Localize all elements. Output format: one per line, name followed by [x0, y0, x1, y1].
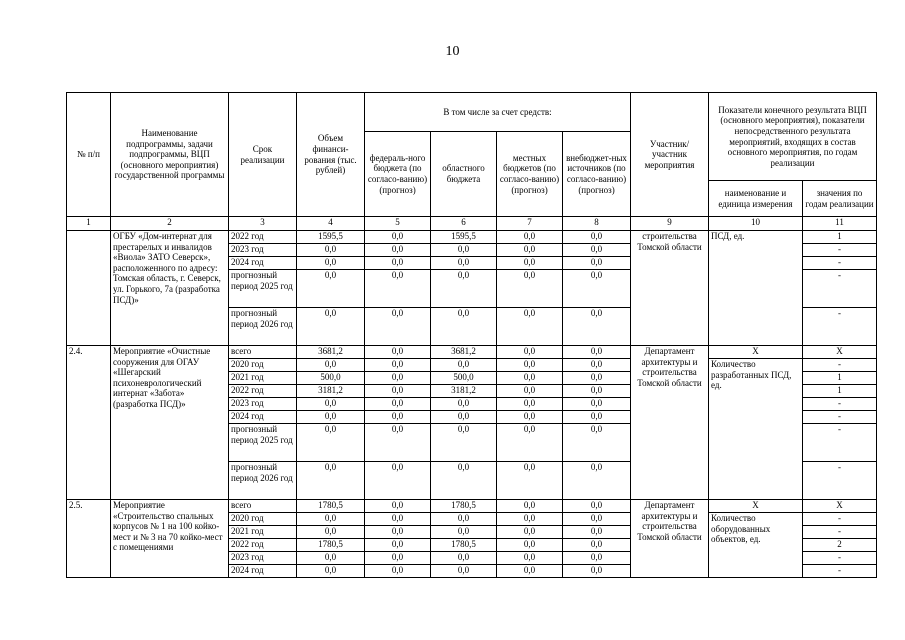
- indicator-value-cell: -: [803, 552, 877, 565]
- participant-cell: Департамент архитектуры и строительства Томской области: [631, 500, 709, 578]
- extra-cell: 0,0: [563, 270, 631, 308]
- term-cell: прогнозный период 2026 год: [229, 462, 297, 500]
- volume-cell: 0,0: [297, 552, 365, 565]
- indicator-name-cell: Количество оборудованных объектов, ед.: [709, 513, 803, 578]
- term-cell: 2021 год: [229, 372, 297, 385]
- term-cell: 2022 год: [229, 231, 297, 244]
- column-numbers-row: [67, 217, 877, 231]
- volume-cell: 0,0: [297, 424, 365, 462]
- indicator-value-cell: X: [803, 500, 877, 513]
- budget-table: [66, 92, 877, 578]
- federal-cell: 0,0: [365, 359, 431, 372]
- federal-cell: 0,0: [365, 231, 431, 244]
- indicator-value-cell: -: [803, 424, 877, 462]
- regional-cell: 3181,2: [431, 385, 497, 398]
- indicator-value-cell: -: [803, 462, 877, 500]
- extra-cell: 0,0: [563, 565, 631, 578]
- header-ind-value: значения по годам реализации: [803, 181, 877, 217]
- federal-cell: 0,0: [365, 411, 431, 424]
- federal-cell: 0,0: [365, 270, 431, 308]
- regional-cell: 1780,5: [431, 500, 497, 513]
- volume-cell: 0,0: [297, 257, 365, 270]
- indicator-name-cell: X: [709, 346, 803, 359]
- volume-cell: 0,0: [297, 244, 365, 257]
- volume-cell: 0,0: [297, 526, 365, 539]
- local-cell: 0,0: [497, 565, 563, 578]
- row-number: 2.4.: [67, 346, 111, 500]
- regional-cell: 0,0: [431, 526, 497, 539]
- indicator-value-cell: -: [803, 513, 877, 526]
- term-cell: 2024 год: [229, 411, 297, 424]
- local-cell: 0,0: [497, 513, 563, 526]
- extra-cell: 0,0: [563, 513, 631, 526]
- local-cell: 0,0: [497, 308, 563, 346]
- term-cell: 2021 год: [229, 526, 297, 539]
- extra-cell: 0,0: [563, 526, 631, 539]
- extra-cell: 0,0: [563, 398, 631, 411]
- volume-cell: 0,0: [297, 565, 365, 578]
- extra-cell: 0,0: [563, 372, 631, 385]
- term-cell: 2024 год: [229, 257, 297, 270]
- term-cell: 2022 год: [229, 539, 297, 552]
- local-cell: 0,0: [497, 270, 563, 308]
- header-regional: областного бюджета: [431, 132, 497, 217]
- extra-cell: 0,0: [563, 424, 631, 462]
- column-number: 9: [631, 217, 709, 231]
- header-federal: федераль-ного бюджета (по согласо-ванию) (прогноз): [365, 132, 431, 217]
- column-number: 5: [365, 217, 431, 231]
- term-cell: прогнозный период 2026 год: [229, 308, 297, 346]
- activity-name: ОГБУ «Дом-интернат для престарелых и инвалидов «Виола» ЗАТО Северск», расположенного по адресу: Томская область, г. Северск, ул. Горького, 7а (разработка ПСД)»: [111, 231, 229, 346]
- indicator-value-cell: -: [803, 257, 877, 270]
- term-cell: 2022 год: [229, 385, 297, 398]
- indicator-value-cell: -: [803, 398, 877, 411]
- volume-cell: 0,0: [297, 411, 365, 424]
- volume-cell: 1780,5: [297, 539, 365, 552]
- row-number: 2.5.: [67, 500, 111, 578]
- table-row: [67, 231, 877, 244]
- federal-cell: 0,0: [365, 398, 431, 411]
- regional-cell: 0,0: [431, 424, 497, 462]
- indicator-value-cell: -: [803, 526, 877, 539]
- indicator-value-cell: 1: [803, 231, 877, 244]
- indicator-value-cell: -: [803, 359, 877, 372]
- column-number: 2: [111, 217, 229, 231]
- row-number: [67, 231, 111, 346]
- federal-cell: 0,0: [365, 257, 431, 270]
- federal-cell: 0,0: [365, 539, 431, 552]
- federal-cell: 0,0: [365, 424, 431, 462]
- local-cell: 0,0: [497, 231, 563, 244]
- local-cell: 0,0: [497, 526, 563, 539]
- local-cell: 0,0: [497, 500, 563, 513]
- indicator-value-cell: -: [803, 308, 877, 346]
- indicator-value-cell: X: [803, 346, 877, 359]
- extra-cell: 0,0: [563, 231, 631, 244]
- regional-cell: 0,0: [431, 552, 497, 565]
- local-cell: 0,0: [497, 385, 563, 398]
- volume-cell: 1780,5: [297, 500, 365, 513]
- indicator-value-cell: -: [803, 411, 877, 424]
- local-cell: 0,0: [497, 359, 563, 372]
- indicator-value-cell: 1: [803, 385, 877, 398]
- volume-cell: 0,0: [297, 398, 365, 411]
- regional-cell: 0,0: [431, 244, 497, 257]
- volume-cell: 0,0: [297, 359, 365, 372]
- federal-cell: 0,0: [365, 346, 431, 359]
- regional-cell: 0,0: [431, 565, 497, 578]
- table-body: [67, 231, 877, 578]
- column-number: 7: [497, 217, 563, 231]
- activity-name: Мероприятие «Очистные сооружения для ОГАУ «Шегарский психоневрологический интернат «Забота» (разработка ПСД)»: [111, 346, 229, 500]
- extra-cell: 0,0: [563, 257, 631, 270]
- local-cell: 0,0: [497, 552, 563, 565]
- header-ind-name: наименование и единица измерения: [709, 181, 803, 217]
- regional-cell: 0,0: [431, 359, 497, 372]
- indicator-name-cell: ПСД, ед.: [709, 231, 803, 346]
- extra-cell: 0,0: [563, 308, 631, 346]
- term-cell: всего: [229, 500, 297, 513]
- local-cell: 0,0: [497, 462, 563, 500]
- extra-cell: 0,0: [563, 500, 631, 513]
- header-indicators: Показатели конечного результата ВЦП (основного мероприятия), показатели непосредственного результата мероприятий, входящих в состав основного мероприятия, по годам реализации: [709, 93, 877, 181]
- participant-cell: строительства Томской области: [631, 231, 709, 346]
- header-term: Срок реализации: [229, 93, 297, 217]
- volume-cell: 0,0: [297, 308, 365, 346]
- regional-cell: 0,0: [431, 398, 497, 411]
- term-cell: 2024 год: [229, 565, 297, 578]
- volume-cell: 1595,5: [297, 231, 365, 244]
- term-cell: прогнозный период 2025 год: [229, 424, 297, 462]
- column-number: 1: [67, 217, 111, 231]
- page-number: 10: [445, 44, 460, 59]
- local-cell: 0,0: [497, 411, 563, 424]
- column-number: 6: [431, 217, 497, 231]
- regional-cell: 1780,5: [431, 539, 497, 552]
- term-cell: 2023 год: [229, 398, 297, 411]
- column-number: 11: [803, 217, 877, 231]
- indicator-name-cell: Количество разработанных ПСД, ед.: [709, 359, 803, 500]
- extra-cell: 0,0: [563, 552, 631, 565]
- header-name: Наименование подпрограммы, задачи подпрограммы, ВЦП (основного мероприятия) государственной программы: [111, 93, 229, 217]
- column-number: 10: [709, 217, 803, 231]
- term-cell: прогнозный период 2025 год: [229, 270, 297, 308]
- volume-cell: 0,0: [297, 462, 365, 500]
- regional-cell: 0,0: [431, 513, 497, 526]
- volume-cell: 0,0: [297, 270, 365, 308]
- volume-cell: 0,0: [297, 513, 365, 526]
- header-num: № п/п: [67, 93, 111, 217]
- federal-cell: 0,0: [365, 308, 431, 346]
- volume-cell: 3181,2: [297, 385, 365, 398]
- regional-cell: 0,0: [431, 308, 497, 346]
- federal-cell: 0,0: [365, 372, 431, 385]
- federal-cell: 0,0: [365, 462, 431, 500]
- federal-cell: 0,0: [365, 513, 431, 526]
- regional-cell: 0,0: [431, 411, 497, 424]
- extra-cell: 0,0: [563, 462, 631, 500]
- term-cell: 2023 год: [229, 244, 297, 257]
- column-number: 3: [229, 217, 297, 231]
- federal-cell: 0,0: [365, 526, 431, 539]
- indicator-name-cell: X: [709, 500, 803, 513]
- table-row: [67, 346, 877, 359]
- federal-cell: 0,0: [365, 385, 431, 398]
- extra-cell: 0,0: [563, 539, 631, 552]
- extra-cell: 0,0: [563, 346, 631, 359]
- regional-cell: 0,0: [431, 462, 497, 500]
- header-volume: Объем финанси-рования (тыс. рублей): [297, 93, 365, 217]
- federal-cell: 0,0: [365, 244, 431, 257]
- term-cell: 2023 год: [229, 552, 297, 565]
- header-local: местных бюджетов (по согласо-ванию) (прогноз): [497, 132, 563, 217]
- regional-cell: 0,0: [431, 270, 497, 308]
- header-incl: В том числе за счет средств:: [365, 93, 631, 132]
- local-cell: 0,0: [497, 257, 563, 270]
- indicator-value-cell: 1: [803, 372, 877, 385]
- header-extra: внебюджет-ных источников (по согласо-ванию) (прогноз): [563, 132, 631, 217]
- indicator-value-cell: -: [803, 270, 877, 308]
- table-row: [67, 500, 877, 513]
- local-cell: 0,0: [497, 398, 563, 411]
- indicator-value-cell: -: [803, 565, 877, 578]
- local-cell: 0,0: [497, 372, 563, 385]
- regional-cell: 500,0: [431, 372, 497, 385]
- indicator-value-cell: 2: [803, 539, 877, 552]
- regional-cell: 0,0: [431, 257, 497, 270]
- extra-cell: 0,0: [563, 385, 631, 398]
- term-cell: 2020 год: [229, 513, 297, 526]
- term-cell: 2020 год: [229, 359, 297, 372]
- local-cell: 0,0: [497, 346, 563, 359]
- column-number: 4: [297, 217, 365, 231]
- volume-cell: 3681,2: [297, 346, 365, 359]
- column-number: 8: [563, 217, 631, 231]
- local-cell: 0,0: [497, 539, 563, 552]
- local-cell: 0,0: [497, 244, 563, 257]
- local-cell: 0,0: [497, 424, 563, 462]
- indicator-value-cell: -: [803, 244, 877, 257]
- extra-cell: 0,0: [563, 359, 631, 372]
- extra-cell: 0,0: [563, 411, 631, 424]
- extra-cell: 0,0: [563, 244, 631, 257]
- federal-cell: 0,0: [365, 552, 431, 565]
- regional-cell: 3681,2: [431, 346, 497, 359]
- participant-cell: Департамент архитектуры и строительства Томской области: [631, 346, 709, 500]
- federal-cell: 0,0: [365, 500, 431, 513]
- activity-name: Мероприятие «Строительство спальных корпусов № 1 на 100 койко-мест и № 3 на 70 койко-мест с помещениями: [111, 500, 229, 578]
- federal-cell: 0,0: [365, 565, 431, 578]
- volume-cell: 500,0: [297, 372, 365, 385]
- term-cell: всего: [229, 346, 297, 359]
- header-participant: Участник/ участник мероприятия: [631, 93, 709, 217]
- regional-cell: 1595,5: [431, 231, 497, 244]
